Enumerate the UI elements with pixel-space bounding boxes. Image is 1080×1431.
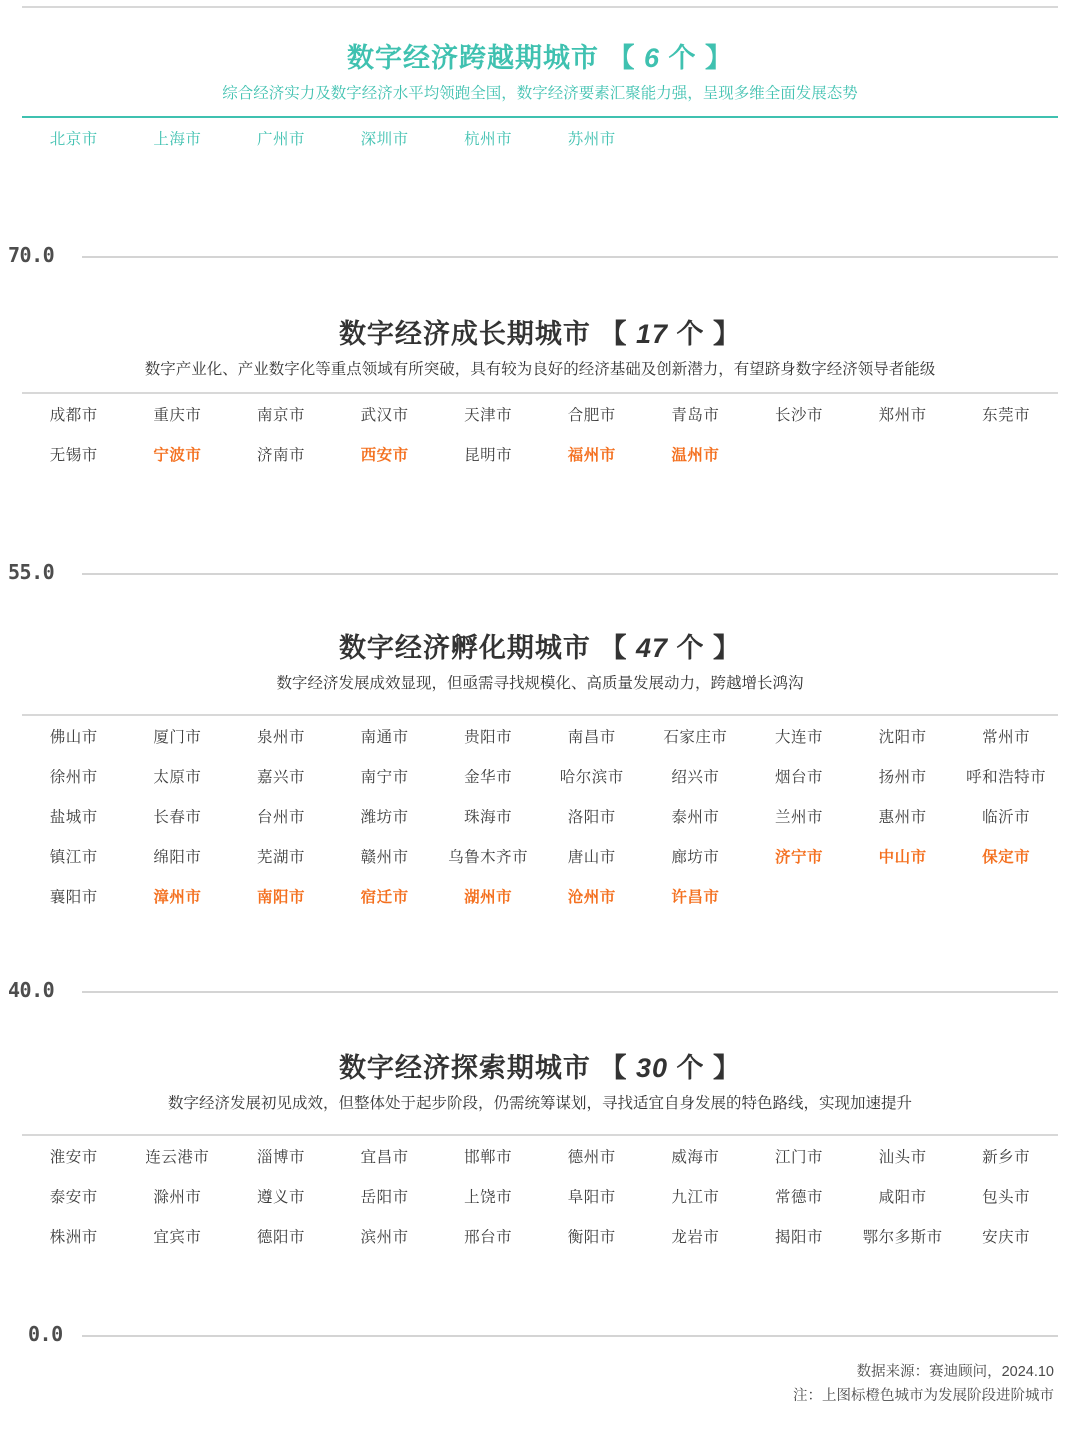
- city-item[interactable]: 常州市: [982, 728, 1031, 746]
- city-item[interactable]: 金华市: [464, 768, 513, 786]
- city-item[interactable]: 临沂市: [982, 808, 1031, 826]
- tier-block-2: [0, 632, 1080, 916]
- axis-line-55: [82, 573, 1058, 575]
- axis-55: [0, 560, 1080, 584]
- city-item[interactable]: 成都市: [49, 406, 98, 424]
- city-item[interactable]: 福州市: [567, 446, 616, 464]
- city-item[interactable]: 德阳市: [256, 1228, 305, 1246]
- city-item[interactable]: 兰州市: [774, 808, 823, 826]
- tier-name-2: 数字经济孵化期城市: [338, 633, 591, 663]
- city-item[interactable]: 邢台市: [464, 1228, 513, 1246]
- city-item[interactable]: 岳阳市: [360, 1188, 409, 1206]
- city-item[interactable]: 佛山市: [49, 728, 98, 746]
- city-item[interactable]: 呼和浩特市: [966, 768, 1047, 786]
- city-item[interactable]: 赣州市: [360, 848, 409, 866]
- city-item[interactable]: 沧州市: [567, 888, 616, 906]
- city-item[interactable]: 无锡市: [49, 446, 98, 464]
- city-grid-1: [22, 394, 1058, 474]
- city-item[interactable]: 太原市: [153, 768, 202, 786]
- city-item[interactable]: 沈阳市: [878, 728, 927, 746]
- tier-count-unit-0: 个: [668, 43, 697, 73]
- city-item[interactable]: 贵阳市: [464, 728, 513, 746]
- city-item[interactable]: 北京市: [49, 130, 98, 148]
- city-item[interactable]: 武汉市: [360, 406, 409, 424]
- city-item[interactable]: 珠海市: [464, 808, 513, 826]
- top-divider: [22, 6, 1058, 8]
- axis-line-40: [82, 991, 1058, 993]
- city-item[interactable]: 廊坊市: [671, 848, 720, 866]
- city-item[interactable]: 上海市: [153, 130, 202, 148]
- city-item[interactable]: 邯郸市: [464, 1148, 513, 1166]
- tier-name-3: 数字经济探索期城市: [338, 1053, 591, 1083]
- tier-count-3: 30: [635, 1053, 669, 1083]
- city-item[interactable]: 绍兴市: [671, 768, 720, 786]
- city-grid-3: [22, 1136, 1058, 1256]
- tier-title-3: 数字经济探索期城市 【 30 个 】: [338, 1053, 742, 1083]
- city-item[interactable]: 遵义市: [256, 1188, 305, 1206]
- city-item[interactable]: 阜阳市: [567, 1188, 616, 1206]
- city-item[interactable]: 湖州市: [464, 888, 513, 906]
- city-item[interactable]: 济南市: [256, 446, 305, 464]
- city-item[interactable]: 宿迁市: [360, 888, 409, 906]
- city-item[interactable]: 潍坊市: [360, 808, 409, 826]
- city-item[interactable]: 乌鲁木齐市: [448, 848, 529, 866]
- city-item[interactable]: 重庆市: [153, 406, 202, 424]
- tier-count-1: 17: [635, 319, 669, 349]
- city-item[interactable]: 温州市: [671, 446, 720, 464]
- tier-count-unit-3: 个: [676, 1053, 705, 1083]
- city-item[interactable]: 惠州市: [878, 808, 927, 826]
- footer-note: 注：上图标橙色城市为发展阶段进阶城市: [793, 1388, 1054, 1405]
- city-item[interactable]: 安庆市: [982, 1228, 1031, 1246]
- city-item[interactable]: 淄博市: [256, 1148, 305, 1166]
- tier-block-3: [0, 1052, 1080, 1256]
- city-item[interactable]: 苏州市: [567, 130, 616, 148]
- city-item[interactable]: 滨州市: [360, 1228, 409, 1246]
- city-item[interactable]: 南昌市: [567, 728, 616, 746]
- city-item[interactable]: 江门市: [774, 1148, 823, 1166]
- tier-block-1: [0, 318, 1080, 474]
- tier-count-2: 47: [635, 633, 669, 663]
- city-item[interactable]: 威海市: [671, 1148, 720, 1166]
- city-item[interactable]: 滁州市: [153, 1188, 202, 1206]
- axis-label-70: 70.0: [8, 243, 55, 267]
- axis-40: [0, 978, 1080, 1002]
- city-item[interactable]: 济宁市: [774, 848, 823, 866]
- city-item[interactable]: 烟台市: [774, 768, 823, 786]
- footer-source: 数据来源：赛迪顾问，2024.10: [856, 1363, 1054, 1380]
- city-item[interactable]: 大连市: [774, 728, 823, 746]
- city-item[interactable]: 宜宾市: [153, 1228, 202, 1246]
- city-item[interactable]: 芜湖市: [256, 848, 305, 866]
- city-item[interactable]: 泉州市: [256, 728, 305, 746]
- axis-label-40: 40.0: [8, 978, 55, 1002]
- axis-0: [0, 1322, 1080, 1346]
- footer: [793, 1360, 1054, 1409]
- city-item[interactable]: 许昌市: [671, 888, 720, 906]
- city-item[interactable]: 襄阳市: [49, 888, 98, 906]
- city-item[interactable]: 衡阳市: [567, 1228, 616, 1246]
- city-item[interactable]: 唐山市: [567, 848, 616, 866]
- city-item[interactable]: 嘉兴市: [256, 768, 305, 786]
- city-item[interactable]: 天津市: [464, 406, 513, 424]
- city-item[interactable]: 南京市: [256, 406, 305, 424]
- city-item[interactable]: 扬州市: [878, 768, 927, 786]
- city-item[interactable]: 淮安市: [49, 1148, 98, 1166]
- axis-line-70: [82, 256, 1058, 258]
- axis-label-0: 0.0: [28, 1322, 63, 1346]
- city-item[interactable]: 合肥市: [567, 406, 616, 424]
- city-item[interactable]: 长春市: [153, 808, 202, 826]
- city-item[interactable]: 鄂尔多斯市: [862, 1228, 943, 1246]
- axis-label-55: 55.0: [8, 560, 55, 584]
- city-item[interactable]: 咸阳市: [878, 1188, 927, 1206]
- tier-description-3: 数字经济发展初见成效，但整体处于起步阶段，仍需统筹谋划，寻找适宜自身发展的特色路线，实现加速提升: [167, 1094, 912, 1112]
- tier-title-0: 数字经济跨越期城市 【 6 个 】: [346, 43, 734, 73]
- tier-name-0: 数字经济跨越期城市: [346, 43, 599, 73]
- city-item[interactable]: 盐城市: [49, 808, 98, 826]
- city-item[interactable]: 保定市: [982, 848, 1031, 866]
- city-item[interactable]: 洛阳市: [567, 808, 616, 826]
- city-item[interactable]: 连云港市: [145, 1148, 210, 1166]
- city-item[interactable]: 南阳市: [256, 888, 305, 906]
- axis-70: [0, 243, 1080, 267]
- city-item[interactable]: 株洲市: [49, 1228, 98, 1246]
- tier-count-unit-1: 个: [676, 319, 705, 349]
- tier-title-2: 数字经济孵化期城市 【 47 个 】: [338, 633, 742, 663]
- city-item[interactable]: 台州市: [256, 808, 305, 826]
- city-item[interactable]: 厦门市: [153, 728, 202, 746]
- tier-count-unit-2: 个: [676, 633, 705, 663]
- city-item[interactable]: 宜昌市: [360, 1148, 409, 1166]
- city-item[interactable]: 上饶市: [464, 1188, 513, 1206]
- city-item[interactable]: 杭州市: [464, 130, 513, 148]
- city-item[interactable]: 郑州市: [878, 406, 927, 424]
- tier-block-0: [0, 42, 1080, 158]
- city-item[interactable]: 昆明市: [464, 446, 513, 464]
- city-item[interactable]: 汕头市: [878, 1148, 927, 1166]
- city-item[interactable]: 青岛市: [671, 406, 720, 424]
- city-item[interactable]: 中山市: [878, 848, 927, 866]
- city-item[interactable]: 南宁市: [360, 768, 409, 786]
- city-item[interactable]: 泰州市: [671, 808, 720, 826]
- city-item[interactable]: 漳州市: [153, 888, 202, 906]
- city-item[interactable]: 包头市: [982, 1188, 1031, 1206]
- city-item[interactable]: 哈尔滨市: [559, 768, 624, 786]
- city-item[interactable]: 南通市: [360, 728, 409, 746]
- city-item[interactable]: 泰安市: [49, 1188, 98, 1206]
- city-item[interactable]: 龙岩市: [671, 1228, 720, 1246]
- city-item[interactable]: 常德市: [774, 1188, 823, 1206]
- tier-description-0: 综合经济实力及数字经济水平均领跑全国，数字经济要素汇聚能力强，呈现多维全面发展态势: [222, 84, 858, 102]
- city-item[interactable]: 西安市: [360, 446, 409, 464]
- tier-count-0: 6: [643, 43, 661, 73]
- axis-line-0: [82, 1335, 1058, 1337]
- city-item[interactable]: 宁波市: [153, 446, 202, 464]
- tier-description-1: 数字产业化、产业数字化等重点领域有所突破，具有较为良好的经济基础及创新潜力，有望跻身数字经济领导者能级: [144, 360, 936, 378]
- city-item[interactable]: 揭阳市: [774, 1228, 823, 1246]
- city-item[interactable]: 九江市: [671, 1188, 720, 1206]
- city-grid-2: [22, 716, 1058, 916]
- city-item[interactable]: 深圳市: [360, 130, 409, 148]
- tier-name-1: 数字经济成长期城市: [338, 319, 591, 349]
- city-item[interactable]: 徐州市: [49, 768, 98, 786]
- tier-description-2: 数字经济发展成效显现，但亟需寻找规模化、高质量发展动力，跨越增长鸿沟: [276, 674, 804, 692]
- city-item[interactable]: 广州市: [256, 130, 305, 148]
- city-grid-0: [22, 118, 1058, 158]
- city-item[interactable]: 长沙市: [774, 406, 823, 424]
- city-item[interactable]: 石家庄市: [663, 728, 728, 746]
- city-item[interactable]: 德州市: [567, 1148, 616, 1166]
- city-item[interactable]: 镇江市: [49, 848, 98, 866]
- city-item[interactable]: 绵阳市: [153, 848, 202, 866]
- city-item[interactable]: 新乡市: [982, 1148, 1031, 1166]
- tier-title-1: 数字经济成长期城市 【 17 个 】: [338, 319, 742, 349]
- city-item[interactable]: 东莞市: [982, 406, 1031, 424]
